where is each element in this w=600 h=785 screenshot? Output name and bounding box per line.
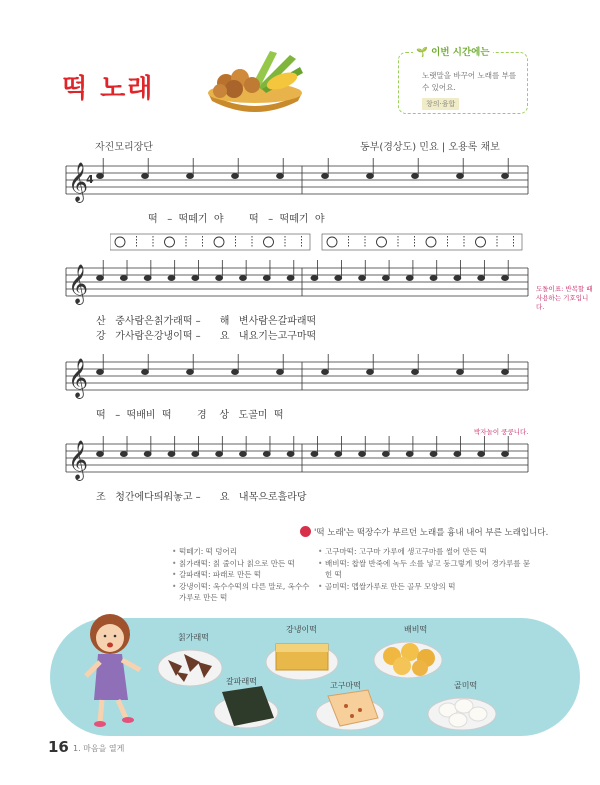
note-head [97, 452, 104, 457]
rhythm-symbol [426, 237, 436, 247]
competency-tag: 창의·융합 [422, 98, 459, 110]
note-head [168, 452, 175, 457]
rhythm-symbol [476, 237, 486, 247]
note-head [263, 276, 270, 281]
note-head [240, 276, 247, 281]
note-head [97, 174, 104, 179]
page-number: 16 [48, 738, 69, 756]
note-head [142, 370, 149, 375]
note-head [454, 452, 461, 457]
glossary-left [172, 546, 312, 604]
note-head [322, 174, 329, 179]
treble-clef-icon: 𝄞 [68, 264, 89, 304]
note-head [192, 276, 199, 281]
note-head [144, 276, 151, 281]
note-head [287, 276, 294, 281]
song-caption: '떡 노래'는 떡장수가 부르던 노래를 흉내 내어 부른 노래입니다. [300, 526, 548, 538]
food-label: 골미떡 [454, 681, 478, 690]
note-head [478, 276, 485, 281]
note-head [478, 452, 485, 457]
note-head [412, 174, 419, 179]
note-head [97, 276, 104, 281]
note-head [187, 174, 194, 179]
note-head [367, 174, 374, 179]
note-head [430, 452, 437, 457]
note-head [359, 452, 366, 457]
note-head [120, 452, 127, 457]
note-head [502, 174, 509, 179]
note-head [382, 276, 389, 281]
rhythm-name: 자진모리장단 [95, 142, 153, 153]
note-head [277, 370, 284, 375]
note-head [311, 276, 318, 281]
treble-clef-icon: 𝄞 [68, 358, 89, 398]
note-head [335, 452, 342, 457]
note-head [142, 174, 149, 179]
note-head [335, 276, 342, 281]
section-title: 1. 마음을 열게 [73, 744, 125, 753]
rhythm-symbol [115, 237, 125, 247]
note-head [359, 276, 366, 281]
note-head [430, 276, 437, 281]
rhythm-symbol [165, 237, 175, 247]
glossary-item: • 칡가래떡: 칡 줄이나 칡으로 만든 떡 [172, 558, 312, 570]
glossary-item: • 고구마떡: 고구마 가루에 생고구마를 썰어 만든 떡 [318, 546, 533, 558]
time-signature: 4 [86, 173, 94, 186]
glossary-item: • 강냉이떡: 옥수수떡의 다른 말로, 옥수수 가루로 만든 떡 [172, 581, 312, 604]
note-head [287, 452, 294, 457]
rhythm-symbol [327, 237, 337, 247]
rhythm-pattern-row [110, 226, 530, 254]
rhythm-symbol [377, 237, 387, 247]
glossary-right [318, 546, 533, 592]
note-head [97, 370, 104, 375]
treble-clef-icon: 𝄞 [68, 440, 89, 480]
glossary-item: • 골미떡: 멥쌀가루로 만든 골무 모양의 떡 [318, 581, 533, 593]
clap-note: 박자놀이 쿵쿵니다. [474, 428, 529, 436]
glossary-item: • 떡떼기: 떡 덩어리 [172, 546, 312, 558]
note-head [216, 452, 223, 457]
note-head [412, 370, 419, 375]
note-head [120, 276, 127, 281]
food-label: 칡가래떡 [178, 633, 209, 642]
note-head [311, 452, 318, 457]
note-head [192, 452, 199, 457]
note-head [406, 276, 413, 281]
glossary-item: • 갈파래떡: 파래로 만든 떡 [172, 569, 312, 581]
repeat-sign-note: 도돌이표: 반복할 때 사용하는 기호입니다. [536, 285, 593, 311]
note-head [168, 276, 175, 281]
food-label: 갈파래떡 [226, 677, 257, 686]
lyrics-line-2b: 강 가사람은강냉이떡 – 요 내요기는고구마떡 [96, 331, 317, 342]
note-head [457, 370, 464, 375]
note-head [232, 174, 239, 179]
song-credit: 동부(경상도) 민요 | 오용록 채보 [360, 142, 500, 153]
note-head [322, 370, 329, 375]
note-head [502, 452, 509, 457]
lesson-goal-label: 🌱 이번 시간에는 [413, 44, 493, 58]
note-head [144, 452, 151, 457]
note-head [232, 370, 239, 375]
note-head [502, 370, 509, 375]
lyrics-line-3: 떡 – 떡배비 떡 경 상 도골미 떡 [96, 410, 284, 421]
girl-illustration [78, 612, 148, 732]
rhythm-symbol [264, 237, 274, 247]
rhythm-symbol [214, 237, 224, 247]
note-head [382, 452, 389, 457]
treble-clef-icon: 𝄞 [68, 162, 89, 202]
glossary-item: • 배비떡: 찹쌀 반죽에 녹두 소를 넣고 둥그렇게 빚어 경가루를 묻힌 떡 [318, 558, 533, 581]
note-head [263, 452, 270, 457]
note-head [406, 452, 413, 457]
lyrics-line-2a: 산 중사람은칡가래떡 – 해 변사람은갈파래떡 [96, 316, 317, 327]
note-head [240, 452, 247, 457]
note-head [502, 276, 509, 281]
lyrics-line-1: 떡 – 떡떼기 야 떡 – 떡떼기 야 [148, 214, 325, 225]
lesson-goal-text: 노랫말을 바꾸어 노래를 부를 수 있어요. [422, 71, 517, 92]
note-head [457, 174, 464, 179]
note-head [454, 276, 461, 281]
note-head [277, 174, 284, 179]
food-label: 고구마떡 [330, 681, 361, 690]
note-head [367, 370, 374, 375]
note-head [187, 370, 194, 375]
food-label: 강냉이떡 [286, 625, 317, 634]
page-title: 떡 노래 [62, 74, 155, 104]
note-head [216, 276, 223, 281]
music-note-icon [300, 526, 311, 537]
lyrics-line-4: 조 청간에다띄워놓고 – 요 내목으로흘라당 [96, 492, 307, 503]
food-label: 배비떡 [404, 625, 428, 634]
